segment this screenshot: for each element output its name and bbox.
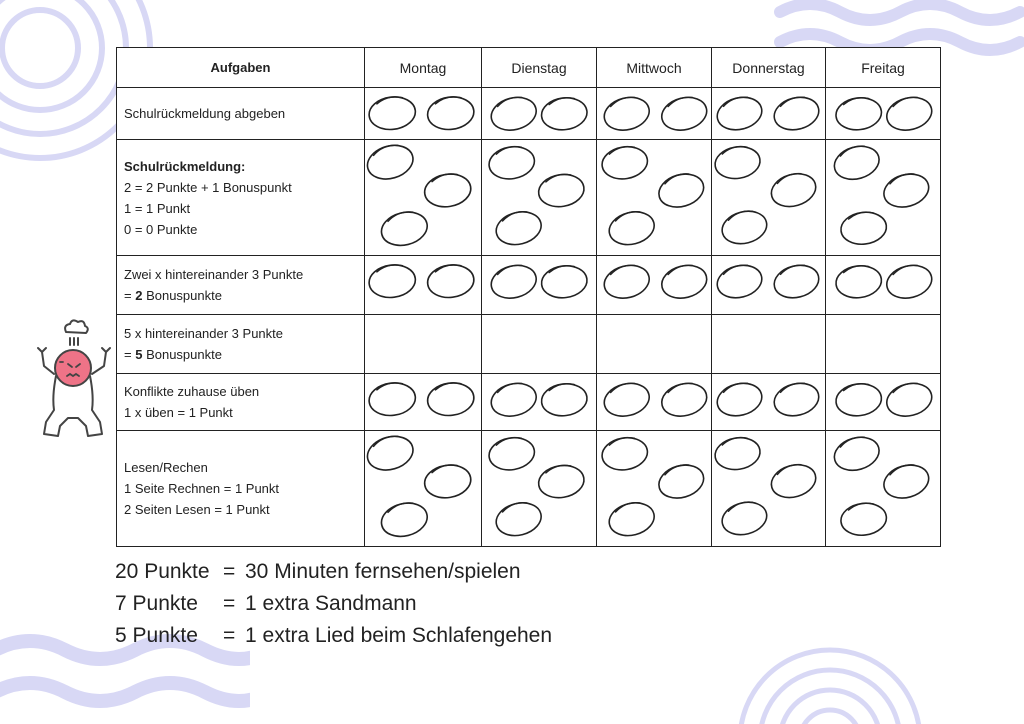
header-wednesday: Mittwoch <box>597 48 712 88</box>
tally-circle[interactable] <box>488 93 540 135</box>
tally-circle[interactable] <box>367 95 417 133</box>
task-line <box>124 344 364 365</box>
tally-circle[interactable] <box>606 498 658 540</box>
day-cell[interactable] <box>482 374 597 431</box>
tally-circles <box>365 256 481 313</box>
table-row <box>117 431 941 547</box>
task-line: 0 = 0 Punkte <box>124 221 198 237</box>
task-table <box>116 47 941 547</box>
day-cell[interactable] <box>597 431 712 547</box>
day-cell[interactable] <box>365 88 482 140</box>
tally-circle[interactable] <box>536 171 586 209</box>
tally-circle[interactable] <box>493 207 545 249</box>
day-cell[interactable] <box>826 256 941 315</box>
tally-circle[interactable] <box>536 462 586 500</box>
day-cell[interactable] <box>712 140 826 256</box>
tally-circle[interactable] <box>422 171 473 210</box>
tally-circles <box>712 257 825 313</box>
tally-circles <box>482 89 596 139</box>
task-line: 5 x hintereinander 3 Punkte <box>124 326 283 341</box>
tally-circles <box>826 89 940 139</box>
task-description <box>117 431 365 547</box>
task-line: Schulrückmeldung abgeben <box>124 106 286 121</box>
tally-circles <box>597 89 711 139</box>
task-line: Zwei x hintereinander 3 Punkte <box>124 267 304 282</box>
tally-circles <box>365 374 481 429</box>
tally-circle[interactable] <box>839 210 888 247</box>
day-cell[interactable] <box>826 374 941 431</box>
day-cell <box>365 315 482 374</box>
tally-circle[interactable] <box>487 144 537 182</box>
reward-text: 30 Minuten fernsehen/spielen <box>245 560 521 583</box>
day-cell[interactable] <box>826 140 941 256</box>
tally-circle[interactable] <box>883 93 935 135</box>
task-line-bold: 2 <box>135 288 143 303</box>
tally-circles <box>365 140 481 255</box>
header-thursday: Donnerstag <box>712 48 826 88</box>
reward-row <box>115 556 552 588</box>
tally-circle[interactable] <box>655 460 708 503</box>
tally-circle[interactable] <box>601 379 653 421</box>
day-cell <box>597 315 712 374</box>
tally-circle[interactable] <box>378 498 431 541</box>
tally-circle[interactable] <box>601 261 653 303</box>
task-line <box>124 285 364 306</box>
tally-circles <box>597 432 711 545</box>
rewards-list <box>115 556 552 652</box>
tally-circle[interactable] <box>771 261 822 302</box>
reward-row <box>115 620 552 652</box>
tally-circles <box>482 316 596 373</box>
tally-circles <box>826 316 940 373</box>
task-description <box>117 256 365 315</box>
tally-circles <box>712 141 825 253</box>
tally-circle[interactable] <box>834 95 883 132</box>
tally-circles <box>597 316 711 373</box>
tally-circle[interactable] <box>771 379 822 420</box>
tally-circle[interactable] <box>830 141 883 184</box>
tally-circle[interactable] <box>880 460 933 503</box>
task-line: Lesen/Rechen <box>124 460 208 475</box>
day-cell <box>826 315 941 374</box>
day-cell[interactable] <box>597 256 712 315</box>
reward-row <box>115 588 552 620</box>
task-line: 2 = 2 Punkte + 1 Bonuspunkt <box>124 179 292 195</box>
day-cell[interactable] <box>826 88 941 140</box>
tally-circle[interactable] <box>719 498 770 539</box>
tally-circle[interactable] <box>365 431 417 475</box>
task-line-suffix: Bonuspunkte <box>142 288 222 303</box>
tally-circles <box>597 141 711 254</box>
day-cell[interactable] <box>597 140 712 256</box>
tally-circles <box>482 257 596 314</box>
reward-text: 1 extra Sandmann <box>245 592 417 615</box>
tally-circles <box>482 375 596 430</box>
task-line-bold: Schulrückmeldung: <box>124 158 246 174</box>
reward-points: 7 Punkte <box>115 592 198 615</box>
task-line: 1 x üben = 1 Punkt <box>124 405 233 420</box>
tally-circles <box>482 141 596 254</box>
tally-circle[interactable] <box>714 93 765 134</box>
day-cell[interactable] <box>597 88 712 140</box>
tally-circles <box>712 89 825 138</box>
reward-points: 20 Punkte <box>115 560 210 583</box>
tally-circle[interactable] <box>367 263 417 301</box>
reward-equals: = <box>223 624 236 647</box>
tally-circle[interactable] <box>658 261 710 303</box>
tally-circle[interactable] <box>830 432 883 475</box>
tally-circle[interactable] <box>606 207 658 249</box>
header-friday: Freitag <box>826 48 941 88</box>
task-line-prefix: = <box>124 347 136 362</box>
reward-text: 1 extra Lied beim Schlafengehen <box>245 624 553 647</box>
day-cell[interactable] <box>482 140 597 256</box>
tally-circle[interactable] <box>719 207 770 248</box>
tally-circles <box>597 375 711 430</box>
day-cell[interactable] <box>365 431 482 547</box>
day-cell <box>482 315 597 374</box>
tally-circle[interactable] <box>601 93 653 135</box>
tally-circles <box>712 432 825 544</box>
tally-circles <box>365 88 481 138</box>
tally-circle[interactable] <box>713 144 763 182</box>
day-cell <box>712 315 826 374</box>
tally-circle[interactable] <box>426 381 476 419</box>
day-cell[interactable] <box>482 431 597 547</box>
tally-circle[interactable] <box>487 435 537 473</box>
task-line-bold: 5 <box>135 347 143 362</box>
tally-circle[interactable] <box>367 381 417 419</box>
tally-circle[interactable] <box>540 381 589 418</box>
tally-circle[interactable] <box>365 140 417 184</box>
day-cell[interactable] <box>712 431 826 547</box>
table-header-row <box>117 48 941 88</box>
tally-circles <box>365 431 481 546</box>
task-description <box>117 374 365 431</box>
task-line: 2 Seiten Lesen = 1 Punkt <box>124 502 270 517</box>
header-tasks: Aufgaben <box>117 48 365 88</box>
tally-circle[interactable] <box>834 263 883 300</box>
day-cell[interactable] <box>482 88 597 140</box>
tally-circle[interactable] <box>655 169 708 212</box>
tally-circle[interactable] <box>883 261 935 303</box>
tally-circle[interactable] <box>767 169 819 212</box>
tally-circle[interactable] <box>426 263 476 301</box>
day-cell[interactable] <box>365 140 482 256</box>
task-description <box>117 315 365 374</box>
reward-equals: = <box>223 560 236 583</box>
tally-circle[interactable] <box>714 379 765 420</box>
tally-circle[interactable] <box>540 263 589 300</box>
table-row <box>117 315 941 374</box>
concentric-arcs-decoration <box>730 620 930 724</box>
table-row <box>117 374 941 431</box>
day-cell[interactable] <box>712 374 826 431</box>
task-line-prefix: = <box>124 288 136 303</box>
day-cell[interactable] <box>482 256 597 315</box>
tally-circle[interactable] <box>713 435 763 473</box>
tally-circle[interactable] <box>488 379 540 421</box>
tally-circle[interactable] <box>880 169 933 212</box>
tally-circle[interactable] <box>767 460 819 503</box>
table-row <box>117 140 941 256</box>
day-cell[interactable] <box>365 374 482 431</box>
tally-circles <box>597 257 711 314</box>
task-line <box>124 156 364 177</box>
tally-circles <box>826 141 940 254</box>
tally-circle[interactable] <box>378 207 431 250</box>
tally-circle[interactable] <box>883 379 935 421</box>
tally-circles <box>365 315 481 372</box>
reward-points: 5 Punkte <box>115 624 198 647</box>
tally-circle[interactable] <box>834 381 883 418</box>
task-description <box>117 140 365 256</box>
day-cell[interactable] <box>712 256 826 315</box>
tally-circles <box>826 375 940 430</box>
task-line: 1 = 1 Punkt <box>124 200 191 216</box>
tally-circle[interactable] <box>658 93 710 135</box>
reward-equals: = <box>223 592 236 615</box>
table-row <box>117 88 941 140</box>
tally-circles <box>826 257 940 314</box>
angry-character-icon <box>30 318 116 442</box>
tally-circle[interactable] <box>600 144 650 182</box>
tally-circles <box>712 375 825 429</box>
tally-circle[interactable] <box>422 462 473 501</box>
tally-circle[interactable] <box>771 93 822 134</box>
day-cell[interactable] <box>826 431 941 547</box>
tally-circles <box>482 432 596 545</box>
task-line: Konflikte zuhause üben <box>124 384 260 399</box>
tally-circle[interactable] <box>658 379 710 421</box>
tally-circle[interactable] <box>839 501 888 538</box>
tally-circles <box>826 432 940 545</box>
tally-circle[interactable] <box>488 261 540 303</box>
task-description <box>117 88 365 140</box>
tally-circle[interactable] <box>540 95 589 132</box>
day-cell[interactable] <box>365 256 482 315</box>
table-row <box>117 256 941 315</box>
day-cell[interactable] <box>597 374 712 431</box>
task-line-suffix: Bonuspunkte <box>142 347 222 362</box>
tally-circle[interactable] <box>426 95 476 133</box>
day-cell[interactable] <box>712 88 826 140</box>
tally-circle[interactable] <box>714 261 765 302</box>
tally-circle[interactable] <box>600 435 650 473</box>
header-monday: Montag <box>365 48 482 88</box>
tally-circles <box>712 316 825 372</box>
tally-circle[interactable] <box>493 498 545 540</box>
task-line: 1 Seite Rechnen = 1 Punkt <box>124 481 280 496</box>
header-tuesday: Dienstag <box>482 48 597 88</box>
